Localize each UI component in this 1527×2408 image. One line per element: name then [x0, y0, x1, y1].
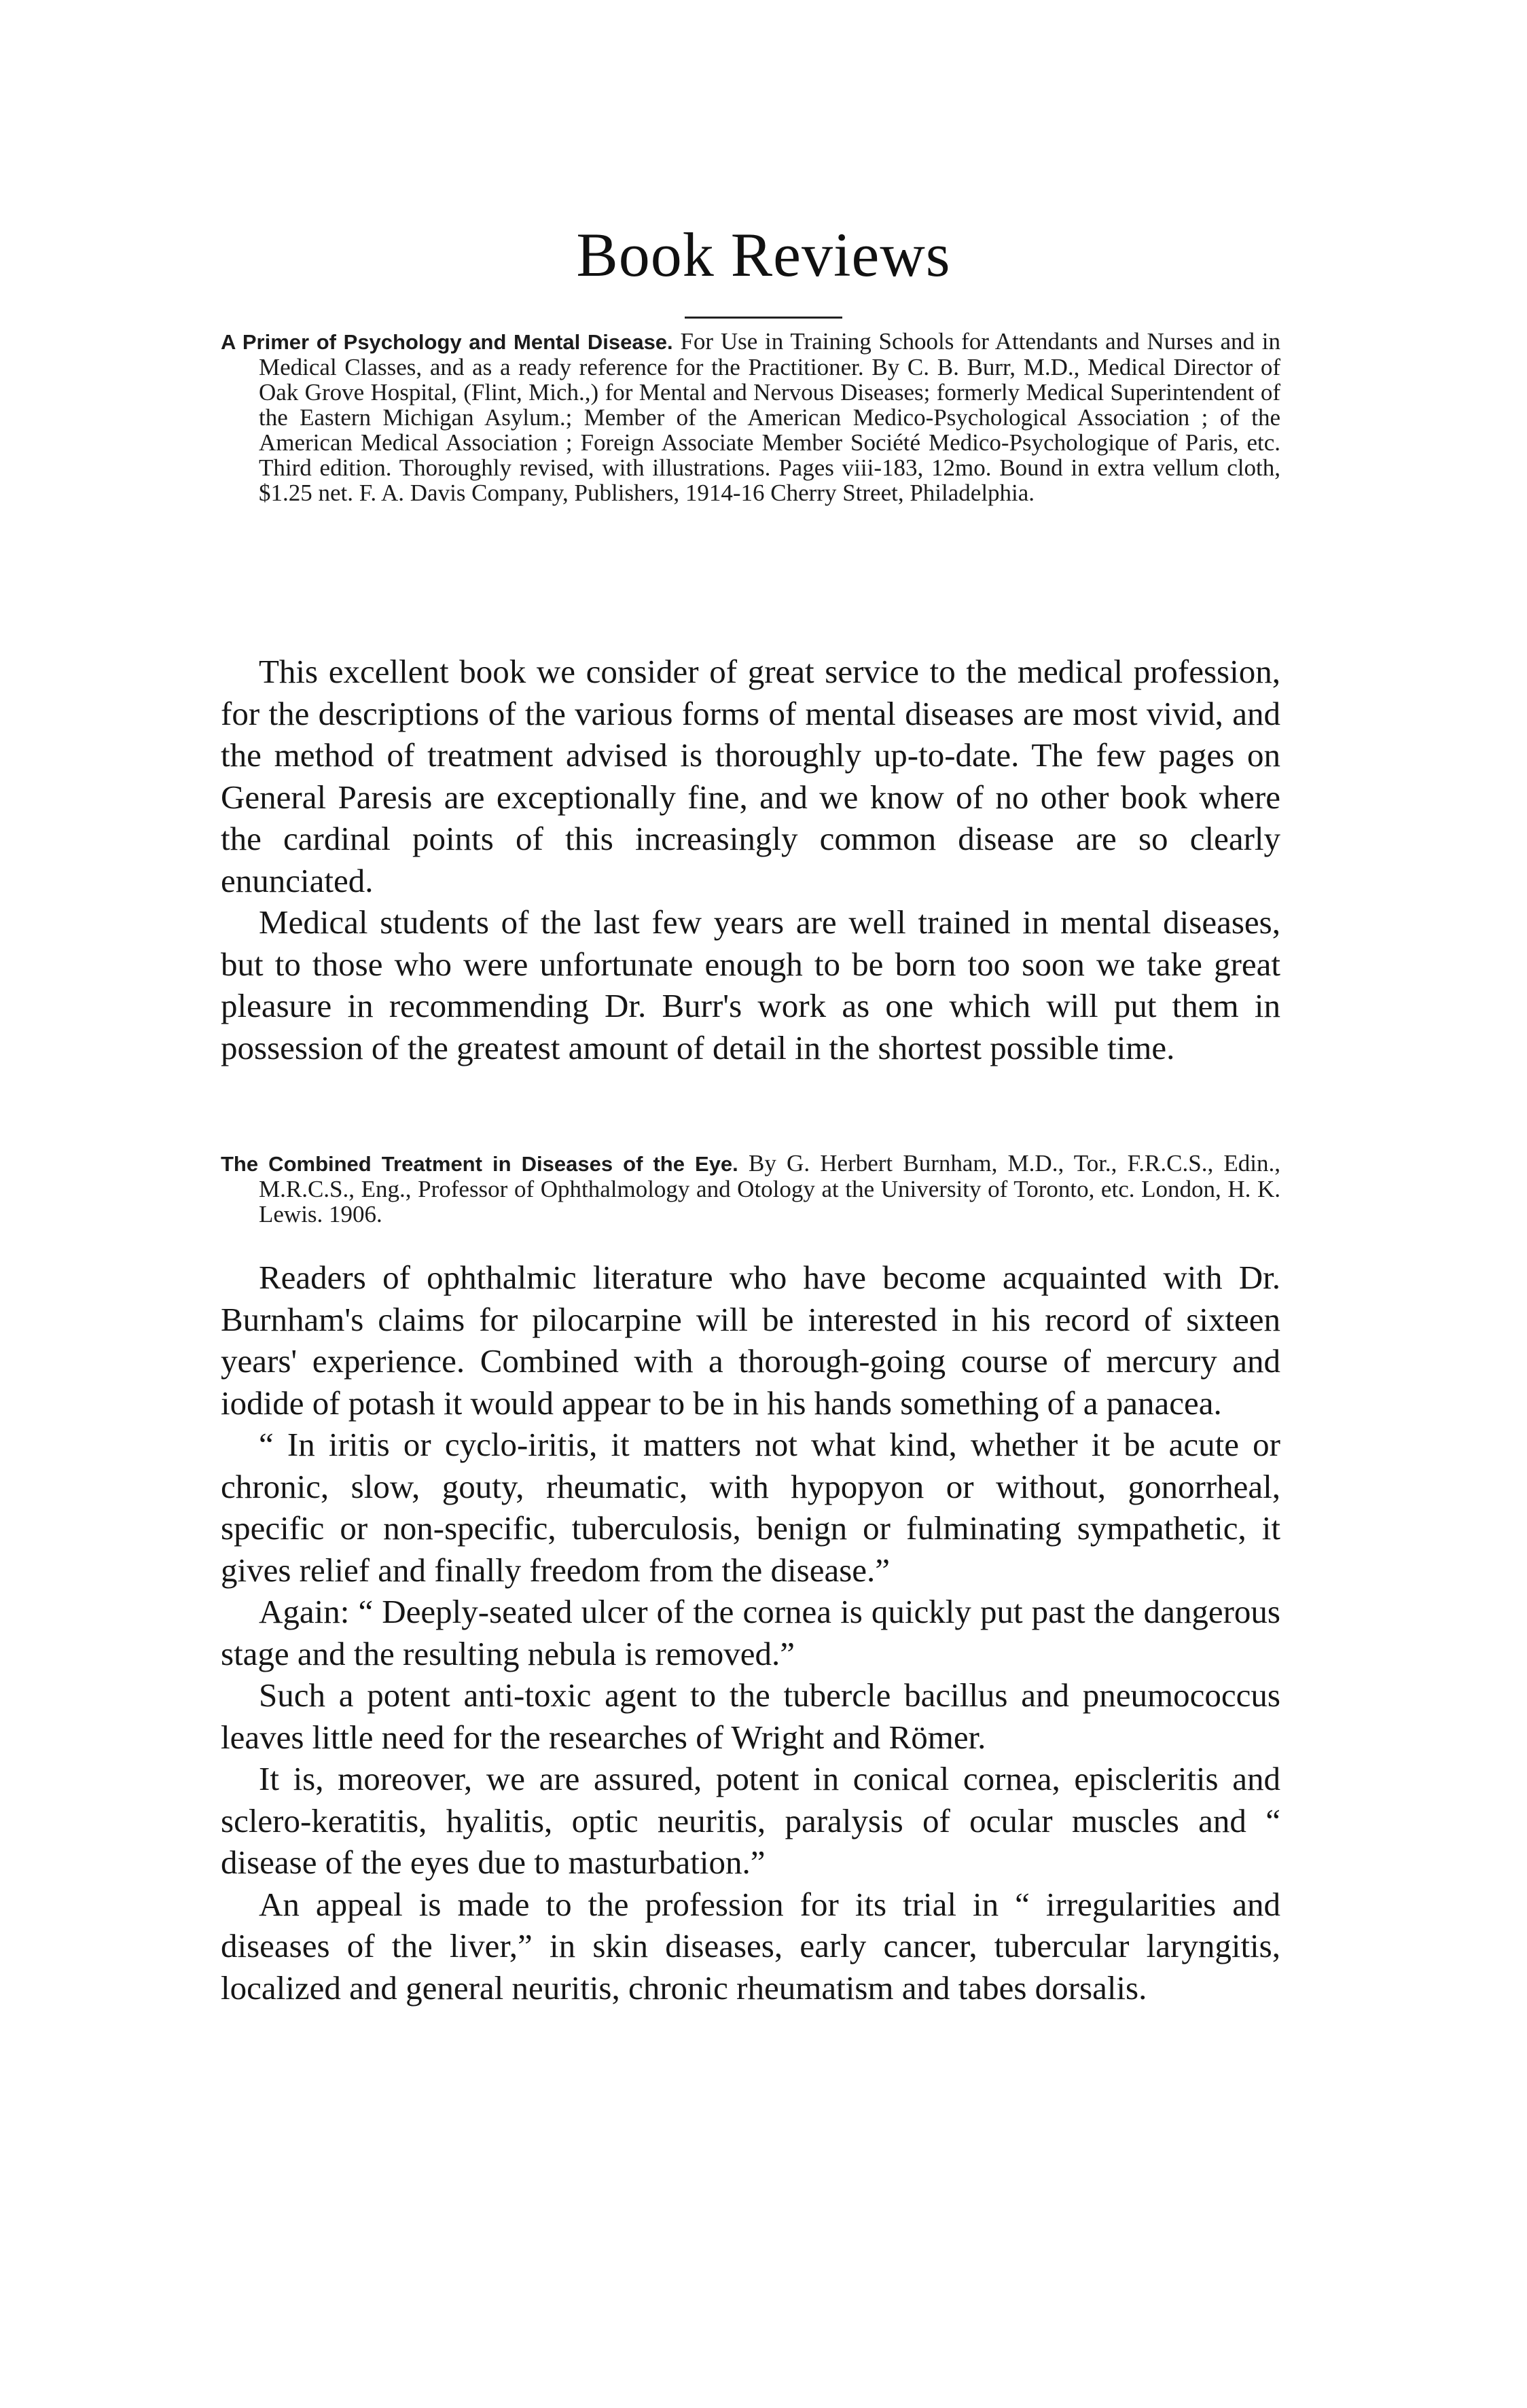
page-heading: Book Reviews	[576, 220, 951, 289]
review-primer-citation-block	[221, 329, 1280, 505]
review-quote-paragraph: “ In iritis or cyclo-iritis, it matters not what kind, whether it be acute or chronic, slow, gouty, rheumatic, with hypopyon or without, gonorrheal, specific or non-specific, tuberculosis, benign or fulminating sympathetic, it gives relief and finally freedom from the disease.”	[221, 1426, 1280, 1589]
review-quote-paragraph: Again: “ Deeply-seated ulcer of the cornea is quickly put past the dangerous stage and the resulting nebula is removed.”	[221, 1593, 1280, 1672]
review-citation	[221, 1151, 1280, 1227]
review-citation-details: By G. Herbert Burnham, M.D., Tor., F.R.C.S., Edin., M.R.C.S., Eng., Professor of Ophthalmology and Otology at the University of Toronto, etc. London, H. K. Lewis. 1906.	[259, 1150, 1281, 1227]
review-book-title: A Primer of Psychology and Mental Disease.	[221, 330, 673, 354]
review-paragraph: Medical students of the last few years are well trained in mental diseases, but to those who were unfortunate enough to be born too soon we take great pleasure in recommending Dr. Burr's work as one which will put them in possession of the greatest amount of detail in the shortest possible time.	[221, 903, 1280, 1066]
review-citation	[221, 329, 1280, 505]
review-eye-body	[221, 1257, 1280, 2009]
review-eye-citation-block	[221, 1151, 1280, 1227]
review-paragraph: An appeal is made to the profession for its trial in “ irregularities and diseases of the liver,” in skin diseases, early cancer, tubercular laryngitis, localized and general neuritis, chronic rheumatism and tabes dorsalis.	[221, 1885, 1280, 2007]
review-paragraph: Such a potent anti-toxic agent to the tubercle bacillus and pneumococcus leaves little need for the researches of Wright and Römer.	[221, 1676, 1280, 1756]
review-paragraph: This excellent book we consider of great service to the medical profession, for the descriptions of the various forms of mental diseases are most vivid, and the method of treatment advised is thoroughly up-to-date. The few pages on General Paresis are exceptionally fine, and we know of no other book where the cardinal points of this increasingly common disease are so clearly enunciated.	[221, 653, 1280, 899]
review-citation-details: For Use in Training Schools for Attendants and Nurses and in Medical Classes, and as a ready reference for the Practitioner. By C. B. Burr, M.D., Medical Director of Oak Grove Hospital, (Flint, Mich.,) for Mental and Nervous Diseases; formerly Medical Superintendent of the Eastern Michigan Asylum.; Member of the American Medico-Psychological Association ; of the American Medical Association ; Foreign Associate Member Société Medico-Psychologique of Paris, etc. Third edition. Thoroughly revised, with illustrations. Pages viii-183, 12mo. Bound in extra vellum cloth, $1.25 net. F. A. Davis Company, Publishers, 1914-16 Cherry Street, Philadelphia.	[259, 328, 1281, 506]
review-book-title: The Combined Treatment in Diseases of the Eye.	[221, 1152, 738, 1176]
review-paragraph: It is, moreover, we are assured, potent in conical cornea, episcleritis and sclero-keratitis, hyalitis, optic neuritis, paralysis of ocular muscles and “ disease of the eyes due to masturbation.”	[221, 1760, 1280, 1881]
heading-rule	[685, 317, 842, 319]
review-primer-body	[221, 651, 1280, 1068]
review-paragraph: Readers of ophthalmic literature who have become acquainted with Dr. Burnham's claims for pilocarpine will be interested in his record of sixteen years' experience. Combined with a thorough-going course of mercury and iodide of potash it would appear to be in his hands something of a panacea.	[221, 1259, 1280, 1422]
